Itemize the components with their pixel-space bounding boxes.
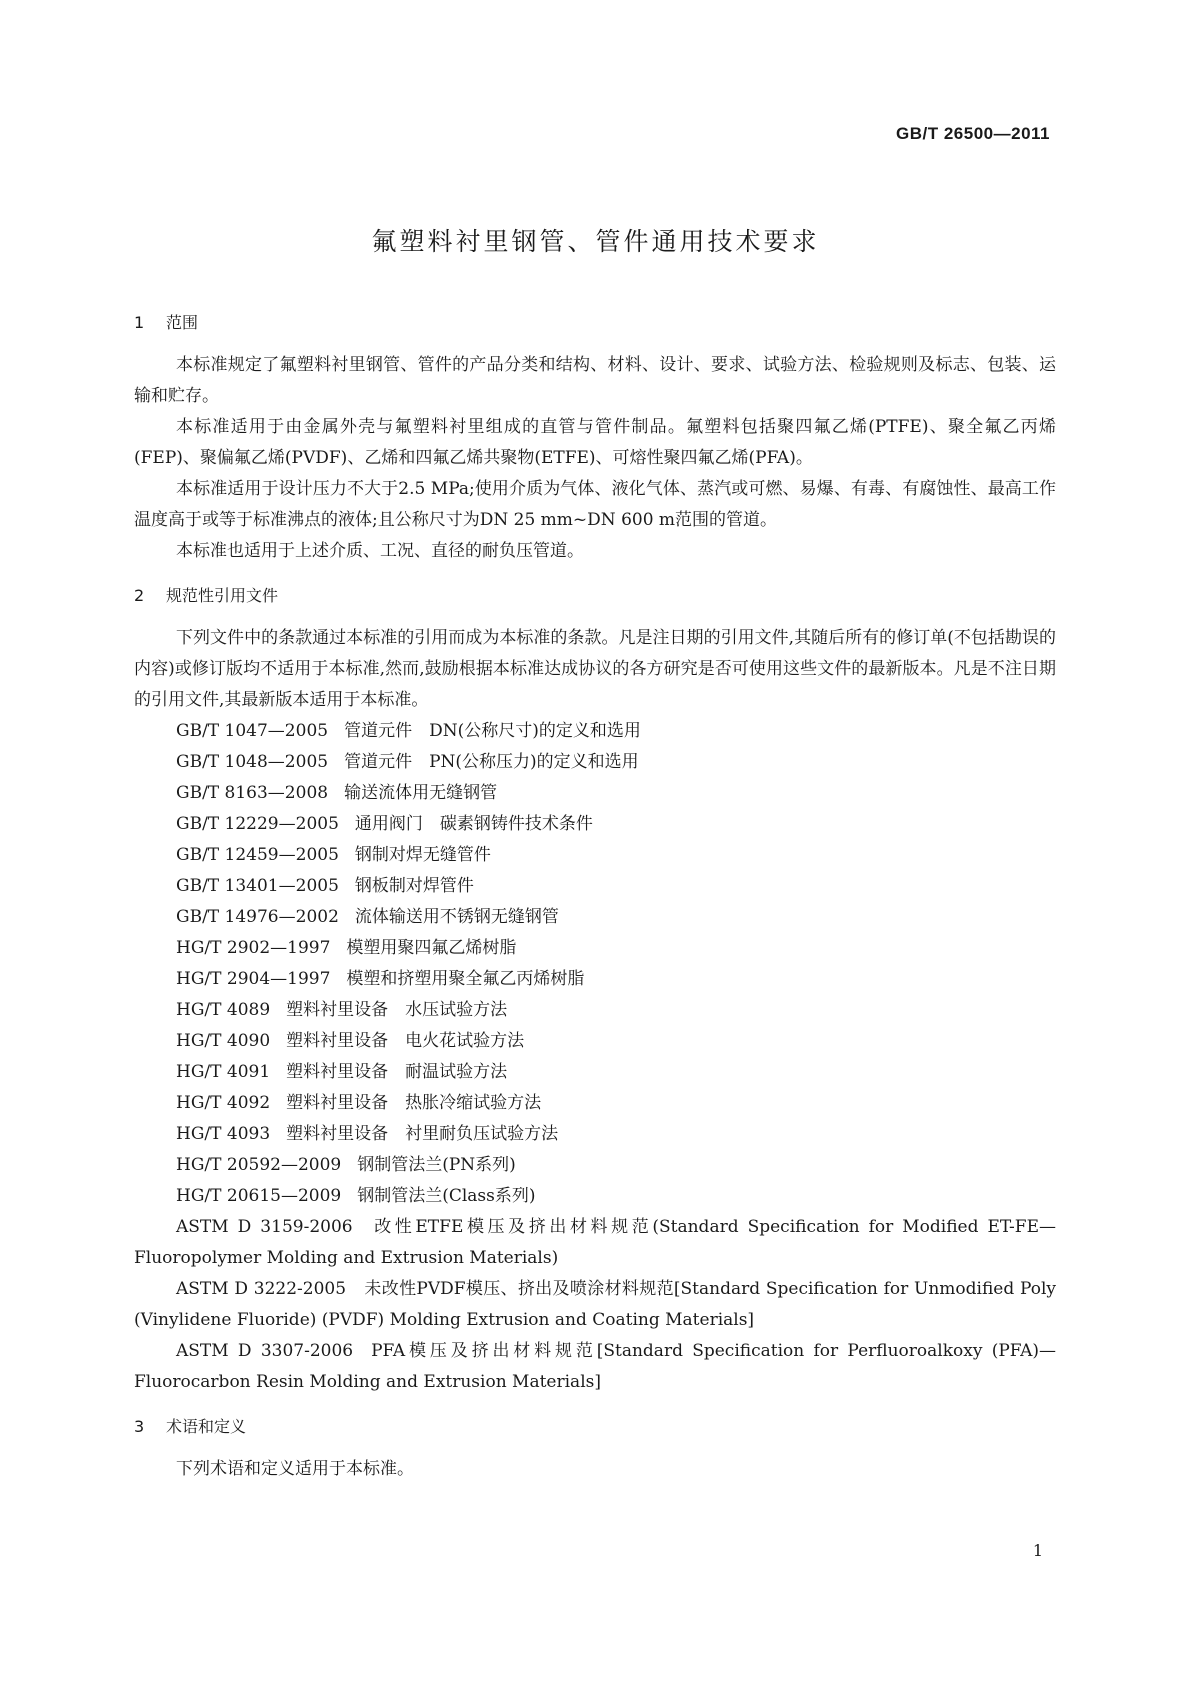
reference-title: 钢制管法兰(PN系列) [357,1155,516,1175]
reference-code: HG/T 20592—2009 [176,1155,342,1175]
reference-item [134,778,1056,809]
reference-code: GB/T 1048—2005 [176,752,329,772]
reference-item [134,840,1056,871]
reference-title: 模塑和挤塑用聚全氟乙丙烯树脂 [346,969,585,989]
reference-title: 未改性PVDF模压、挤出及喷涂材料规范[Standard Specification for Unmodified Poly (Vinylidene Fluoride) (PVDF) Molding Extrusion and Coating Materials] [134,1279,1056,1330]
section-number: 1 [134,313,145,332]
reference-code: GB/T 12229—2005 [176,814,339,834]
reference-item [134,995,1056,1026]
page-number: 1 [1032,1541,1043,1560]
reference-title: 塑料衬里设备 热胀冷缩试验方法 [286,1093,542,1113]
reference-title: 塑料衬里设备 水压试验方法 [286,1000,508,1020]
paragraph: 下列术语和定义适用于本标准。 [176,1459,414,1479]
reference-code: GB/T 12459—2005 [176,845,339,865]
section-number: 2 [134,586,145,605]
reference-item [134,1119,1056,1150]
reference-title: 塑料衬里设备 耐温试验方法 [286,1062,508,1082]
reference-item [134,809,1056,840]
reference-title: 钢板制对焊管件 [354,876,474,896]
reference-list [134,716,1056,1212]
document-title: 氟塑料衬里钢管、管件通用技术要求 [371,227,820,256]
reference-code: HG/T 20615—2009 [176,1186,342,1206]
reference-code: HG/T 4093 [176,1124,271,1144]
reference-item [134,933,1056,964]
paragraph: 本标准规定了氟塑料衬里钢管、管件的产品分类和结构、材料、设计、要求、试验方法、检验规则及标志、包装、运输和贮存。 [134,355,1056,406]
reference-title: 塑料衬里设备 电火花试验方法 [286,1031,525,1051]
reference-item [134,1150,1056,1181]
reference-title: 输送流体用无缝钢管 [344,783,498,803]
reference-item [134,1026,1056,1057]
reference-title: 改性ETFE模压及挤出材料规范(Standard Specification for Modified ET-FE—Fluoropolymer Molding and Extrusion Materials) [134,1217,1056,1268]
reference-item [134,1181,1056,1212]
reference-code: GB/T 1047—2005 [176,721,329,741]
paragraph: 本标准适用于设计压力不大于2.5 MPa;使用介质为气体、液化气体、蒸汽或可燃、易爆、有毒、有腐蚀性、最高工作温度高于或等于标准沸点的液体;且公称尺寸为DN 25 mm~DN 600 m范围的管道。 [134,479,1056,530]
paragraph: 下列文件中的条款通过本标准的引用而成为本标准的条款。凡是注日期的引用文件,其随后所有的修订单(不包括勘误的内容)或修订版均不适用于本标准,然而,鼓励根据本标准达成协议的各方研究是否可使用这些文件的最新版本。凡是不注日期的引用文件,其最新版本适用于本标准。 [134,628,1056,710]
standard-code: GB/T 26500—2011 [896,124,1050,143]
reference-item [134,871,1056,902]
document-body [134,308,1056,1485]
section-title: 范围 [166,313,199,332]
reference-title: 通用阀门 碳素钢铸件技术条件 [354,814,593,834]
section-number: 3 [134,1417,145,1436]
section-heading-terms-and-definitions [134,1412,1056,1442]
reference-code: GB/T 13401—2005 [176,876,339,896]
reference-item [134,716,1056,747]
reference-title: PFA模压及挤出材料规范[Standard Specification for Perfluoroalkoxy (PFA)—Fluorocarbon Resin Molding and Extrusion Materials] [134,1341,1056,1392]
section-heading-normative-references [134,581,1056,611]
reference-item [134,902,1056,933]
reference-code: HG/T 4090 [176,1031,271,1051]
section-heading-scope [134,308,1056,338]
reference-item-long [134,1212,1056,1274]
reference-item [134,964,1056,995]
reference-title: 塑料衬里设备 衬里耐负压试验方法 [286,1124,559,1144]
reference-code: ASTM D 3307-2006 [176,1341,354,1361]
reference-code: HG/T 4089 [176,1000,271,1020]
reference-item [134,747,1056,778]
reference-code: ASTM D 3159-2006 [176,1217,353,1237]
reference-item-long [134,1336,1056,1398]
reference-item [134,1088,1056,1119]
reference-title: 管道元件 DN(公称尺寸)的定义和选用 [344,721,641,741]
reference-code: HG/T 2904—1997 [176,969,331,989]
reference-title: 钢制管法兰(Class系列) [357,1186,536,1206]
reference-code: HG/T 4091 [176,1062,271,1082]
paragraph: 本标准也适用于上述介质、工况、直径的耐负压管道。 [176,541,584,561]
reference-code: GB/T 8163—2008 [176,783,329,803]
reference-item [134,1057,1056,1088]
paragraph: 本标准适用于由金属外壳与氟塑料衬里组成的直管与管件制品。氟塑料包括聚四氟乙烯(PTFE)、聚全氟乙丙烯(FEP)、聚偏氟乙烯(PVDF)、乙烯和四氟乙烯共聚物(ETFE)、可熔性聚四氟乙烯(PFA)。 [134,417,1056,468]
reference-code: HG/T 4092 [176,1093,271,1113]
reference-title: 模塑用聚四氟乙烯树脂 [346,938,517,958]
reference-item-long [134,1274,1056,1336]
reference-code: ASTM D 3222-2005 [176,1279,347,1299]
section-title: 规范性引用文件 [166,586,279,605]
reference-title: 管道元件 PN(公称压力)的定义和选用 [344,752,639,772]
reference-title: 钢制对焊无缝管件 [354,845,491,865]
reference-code: HG/T 2902—1997 [176,938,331,958]
reference-code: GB/T 14976—2002 [176,907,339,927]
section-title: 术语和定义 [166,1417,247,1436]
reference-title: 流体输送用不锈钢无缝钢管 [354,907,559,927]
